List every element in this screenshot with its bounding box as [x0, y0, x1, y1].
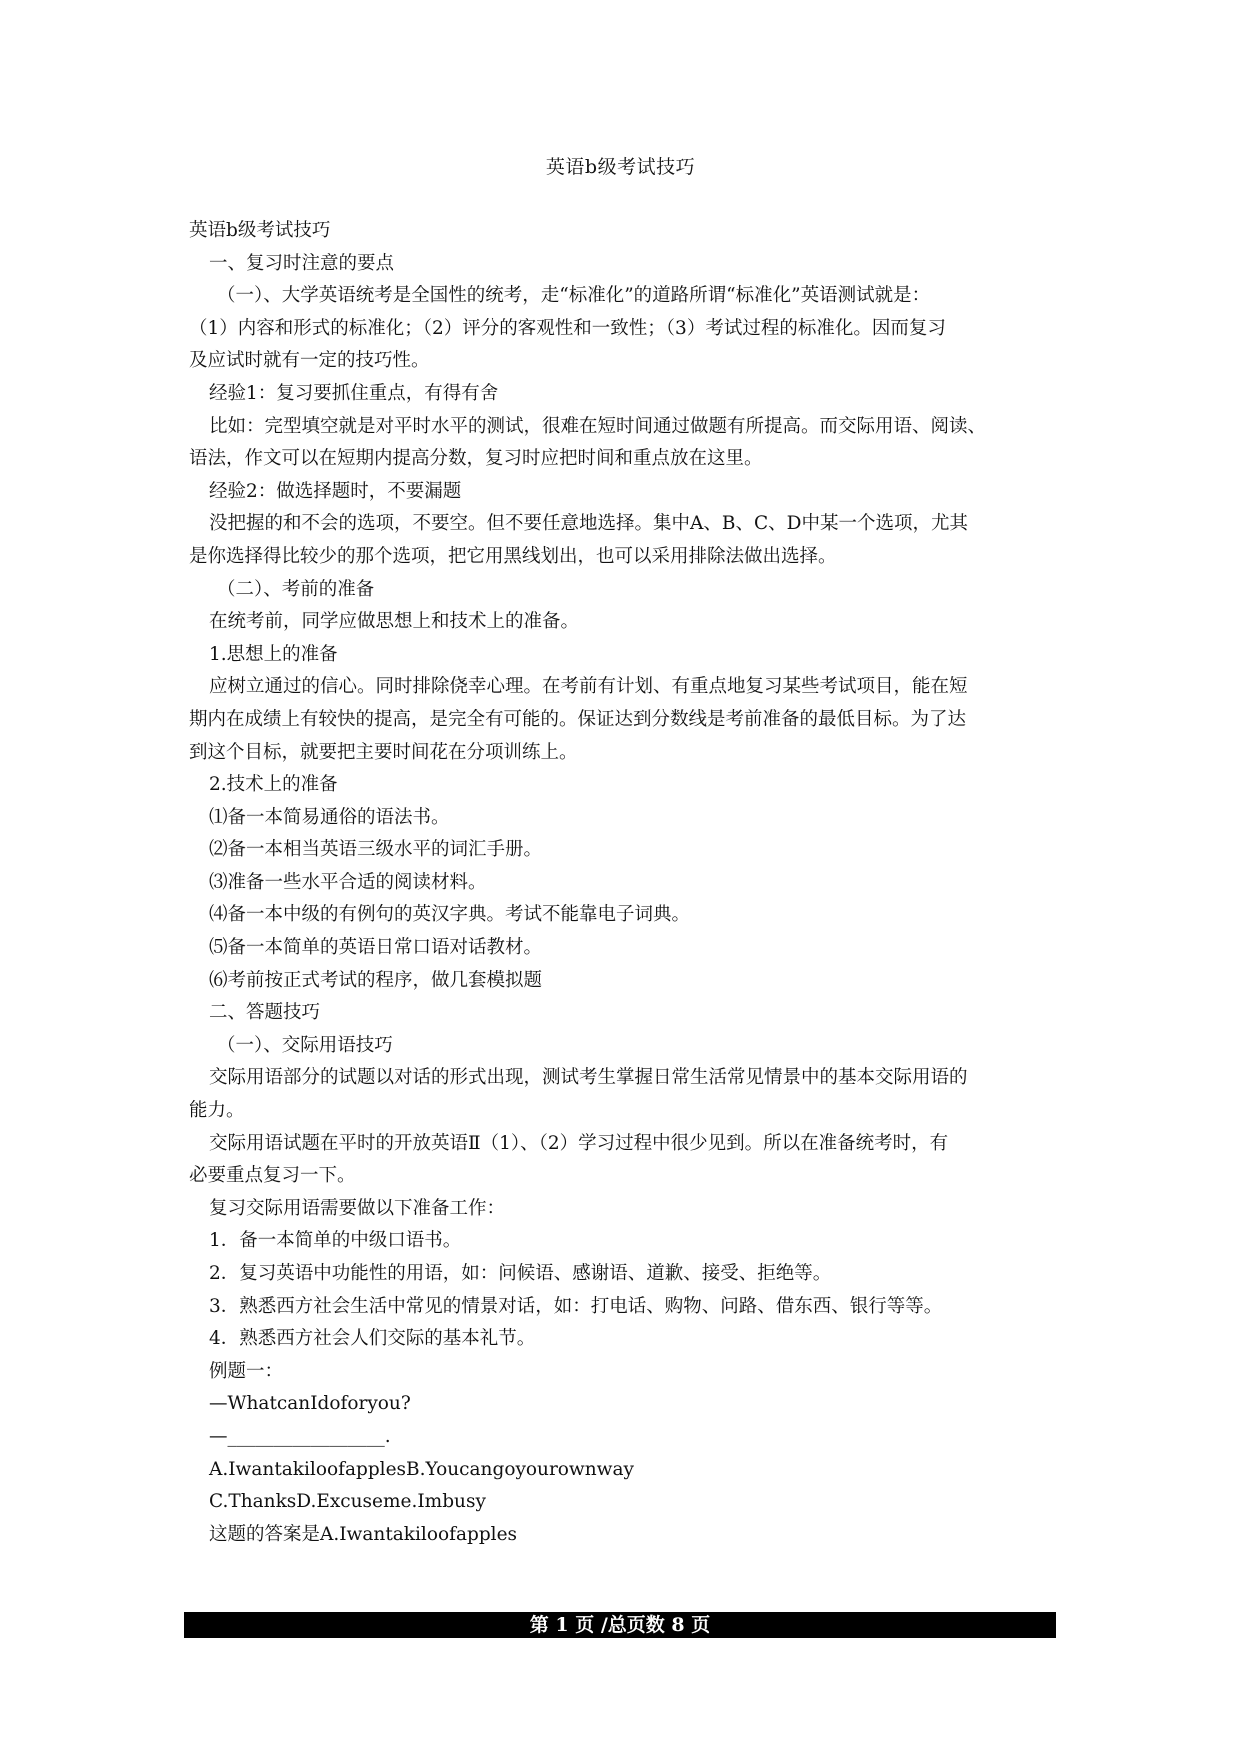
body-line: 语法，作文可以在短期内提高分数，复习时应把时间和重点放在这里。	[189, 448, 763, 470]
body-line: （一）、大学英语统考是全国性的统考，走“标准化”的道路所谓“标准化”英语测试就是：	[217, 285, 931, 307]
body-line: 1.思想上的准备	[209, 643, 338, 665]
body-line: 4．熟悉西方社会人们交际的基本礼节。	[209, 1328, 536, 1350]
document-title: 英语b级考试技巧	[545, 156, 696, 178]
body-line: —_________________.	[209, 1425, 391, 1447]
body-line: 在统考前，同学应做思想上和技术上的准备。	[209, 611, 580, 633]
body-line: 能力。	[189, 1100, 245, 1122]
body-line: （1）内容和形式的标准化；（2）评分的客观性和一致性；（3）考试过程的标准化。因而复习	[189, 317, 946, 339]
body-line: ⑸备一本简单的英语日常口语对话教材。	[209, 937, 543, 959]
body-line: ⑵备一本相当英语三级水平的词汇手册。	[209, 839, 543, 861]
body-line: （二）、考前的准备	[217, 578, 375, 600]
body-line: 比如：完型填空就是对平时水平的测试，很难在短时间通过做题有所提高。而交际用语、阅读、	[209, 415, 987, 437]
body-line: 必要重点复习一下。	[189, 1165, 356, 1187]
body-line: ⑷备一本中级的有例句的英汉字典。考试不能靠电子词典。	[209, 904, 691, 926]
body-line: 经验1：复习要抓住重点，有得有舍	[209, 382, 499, 404]
page-footer: 第 1 页 /总页数 8 页	[184, 1612, 1056, 1638]
body-line: ⑴备一本简易通俗的语法书。	[209, 806, 450, 828]
body-line: A.IwantakiloofapplesB.Youcangoyourownway	[209, 1458, 635, 1480]
body-line: 二、答题技巧	[209, 1002, 321, 1024]
body-line: 交际用语试题在平时的开放英语Ⅱ（1）、（2）学习过程中很少见到。所以在准备统考时，有	[209, 1132, 949, 1154]
body-line: 经验2：做选择题时，不要漏题	[209, 480, 462, 502]
body-line: 交际用语部分的试题以对话的形式出现，测试考生掌握日常生活常见情景中的基本交际用语的	[209, 1067, 968, 1089]
document-body	[189, 215, 1059, 1551]
body-line: 及应试时就有一定的技巧性。	[189, 350, 430, 372]
body-line: （一）、交际用语技巧	[217, 1034, 393, 1056]
body-line: 英语b级考试技巧	[189, 220, 331, 241]
body-line: 3．熟悉西方社会生活中常见的情景对话，如：打电话、购物、问路、借东西、银行等等。	[209, 1295, 943, 1317]
body-line: ⑶准备一些水平合适的阅读材料。	[209, 871, 487, 893]
body-line: 一、复习时注意的要点	[209, 252, 395, 274]
body-line: 是你选择得比较少的那个选项，把它用黑线划出，也可以采用排除法做出选择。	[189, 545, 837, 567]
body-line: C.ThanksD.Excuseme.Imbusy	[209, 1491, 486, 1513]
body-line: 到这个目标，就要把主要时间花在分项训练上。	[189, 741, 578, 763]
body-line: —WhatcanIdoforyou?	[209, 1393, 411, 1415]
body-line: 2．复习英语中功能性的用语，如：问候语、感谢语、道歉、接受、拒绝等。	[209, 1263, 832, 1284]
body-line: 这题的答案是A.Iwantakiloofapples	[209, 1523, 518, 1545]
body-line: 2.技术上的准备	[209, 774, 338, 796]
body-line: 应树立通过的信心。同时排除侥幸心理。在考前有计划、有重点地复习某些考试项目，能在短	[209, 676, 968, 698]
body-line: 复习交际用语需要做以下准备工作：	[209, 1197, 506, 1219]
body-line: 没把握的和不会的选项，不要空。但不要任意地选择。集中A、B、C、D中某一个选项，尤其	[209, 513, 968, 535]
body-line: 例题一：	[209, 1360, 284, 1382]
body-line: 期内在成绩上有较快的提高，是完全有可能的。保证达到分数线是考前准备的最低目标。为了达	[189, 708, 967, 730]
body-line: 1．备一本简单的中级口语书。	[209, 1230, 462, 1252]
body-line: ⑹考前按正式考试的程序，做几套模拟题	[209, 969, 543, 991]
